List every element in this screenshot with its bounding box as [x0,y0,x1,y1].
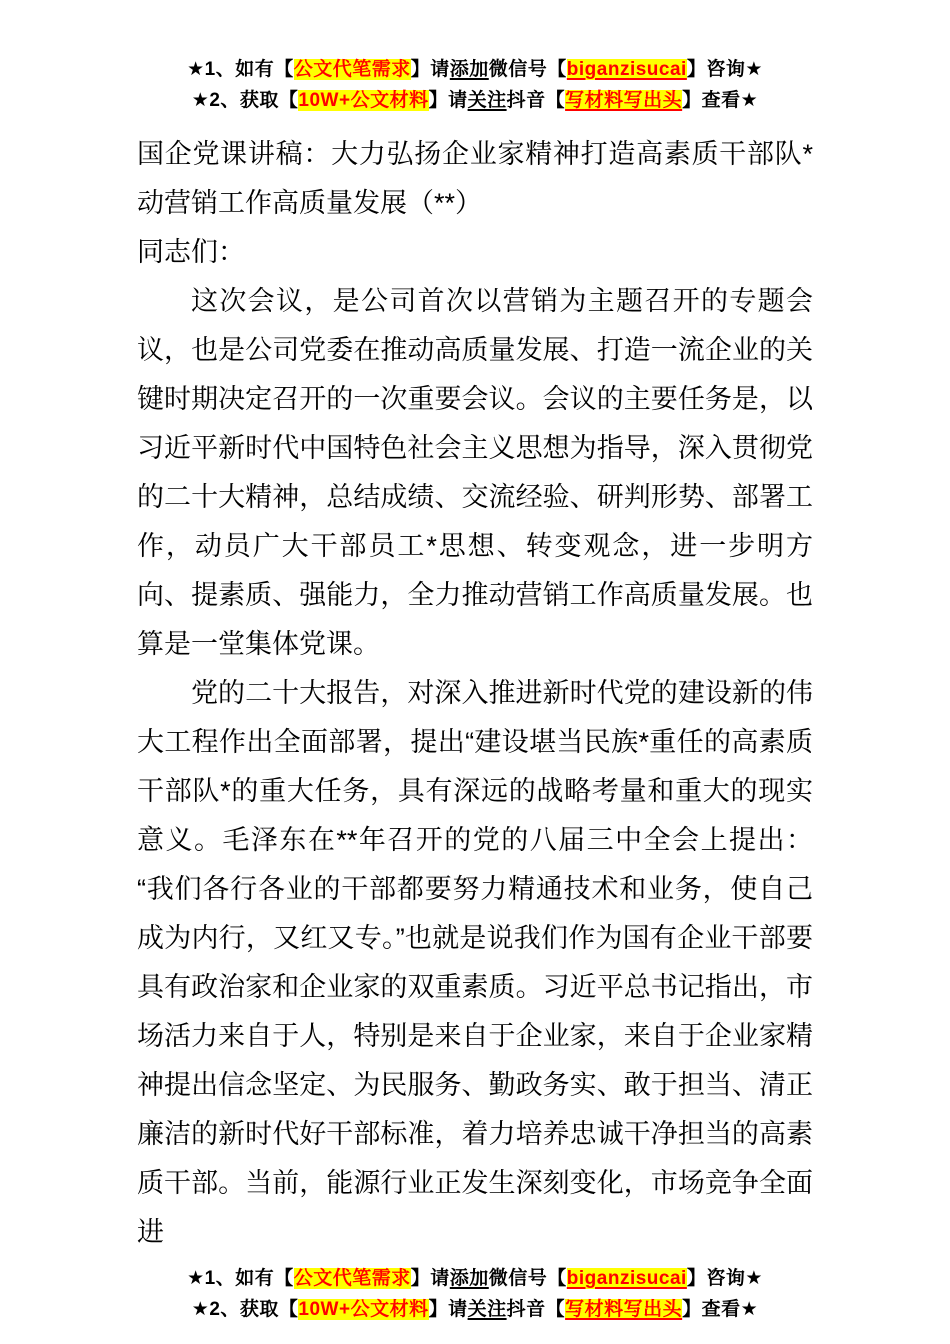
ad-material-highlight: 10W+公文材料 [298,1299,429,1320]
document-content [137,130,813,1257]
ad-view-suffix: 】查看★ [682,1299,759,1320]
ad-wechat-id: biganzisucai [566,1268,687,1289]
paragraph-2: 党的二十大报告，对深入推进新时代党的建设新的伟大工程作出全面部署，提出“建设堪当民族*重任的高素质干部队*的重大任务，具有深远的战略考量和重大的现实意义。毛泽东在**年召开的党的八届三中全会上提出：“我们各行各业的干部都要努力精通技术和业务，使自己成为内行，又红又专。”也就是说我们作为国有企业干部要具有政治家和企业家的双重素质。习近平总书记指出，市场活力来自于人，特别是来自于企业家，来自于企业家精神提出信念坚定、为民服务、勤政务实、敢于担当、清正廉洁的新时代好干部标准，着力培养忠诚干净担当的高素质干部。当前，能源行业正发生深刻变化，市场竞争全面进 [137,678,813,1247]
ad-please-text: 】请 [410,1268,450,1289]
header-ad-line-1 [0,54,950,85]
ad-please-text: 】请 [428,90,468,111]
ad-material-highlight: 10W+公文材料 [298,90,429,111]
header-ad-line-2 [0,85,950,116]
ad-follow-action: 关注 [467,1299,507,1320]
salutation: 同志们： [137,237,245,267]
ad-star-prefix: ★2、获取【 [191,1299,299,1320]
ad-douyin-name: 写材料写出头 [565,90,683,111]
ad-please-text: 】请 [410,59,450,80]
footer-ad-banner [0,1263,950,1325]
header-ad-banner [0,0,950,116]
footer-ad-line-1 [0,1263,950,1294]
ad-star-prefix: ★2、获取【 [191,90,299,111]
ad-consult-suffix: 】咨询★ [686,1268,763,1289]
ad-wechat-label: 微信号【 [488,59,567,80]
ad-star-prefix: ★1、如有【 [187,1268,294,1289]
document-title: 国企党课讲稿：大力弘扬企业家精神打造高素质干部队*动营销工作高质量发展（**） [137,139,813,218]
ad-view-suffix: 】查看★ [682,90,759,111]
ad-wechat-label: 微信号【 [488,1268,567,1289]
ad-service-need-highlight: 公文代笔需求 [293,59,411,80]
ad-consult-suffix: 】咨询★ [686,59,763,80]
ad-douyin-label: 抖音【 [506,90,566,111]
ad-add-action: 添加 [449,59,489,80]
ad-star-prefix: ★1、如有【 [187,59,294,80]
footer-ad-line-2 [0,1294,950,1325]
paragraph-1: 这次会议，是公司首次以营销为主题召开的专题会议，也是公司党委在推动高质量发展、打造一流企业的关键时期决定召开的一次重要会议。会议的主要任务是，以习近平新时代中国特色社会主义思想为指导，深入贯彻党的二十大精神，总结成绩、交流经验、研判形势、部署工作，动员广大干部员工*思想、转变观念，进一步明方向、提素质、强能力，全力推动营销工作高质量发展。也算是一堂集体党课。 [137,286,813,659]
ad-douyin-name: 写材料写出头 [565,1299,683,1320]
ad-service-need-highlight: 公文代笔需求 [293,1268,411,1289]
ad-please-text: 】请 [428,1299,468,1320]
ad-add-action: 添加 [449,1268,489,1289]
ad-follow-action: 关注 [467,90,507,111]
ad-wechat-id: biganzisucai [566,59,687,80]
ad-douyin-label: 抖音【 [506,1299,566,1320]
